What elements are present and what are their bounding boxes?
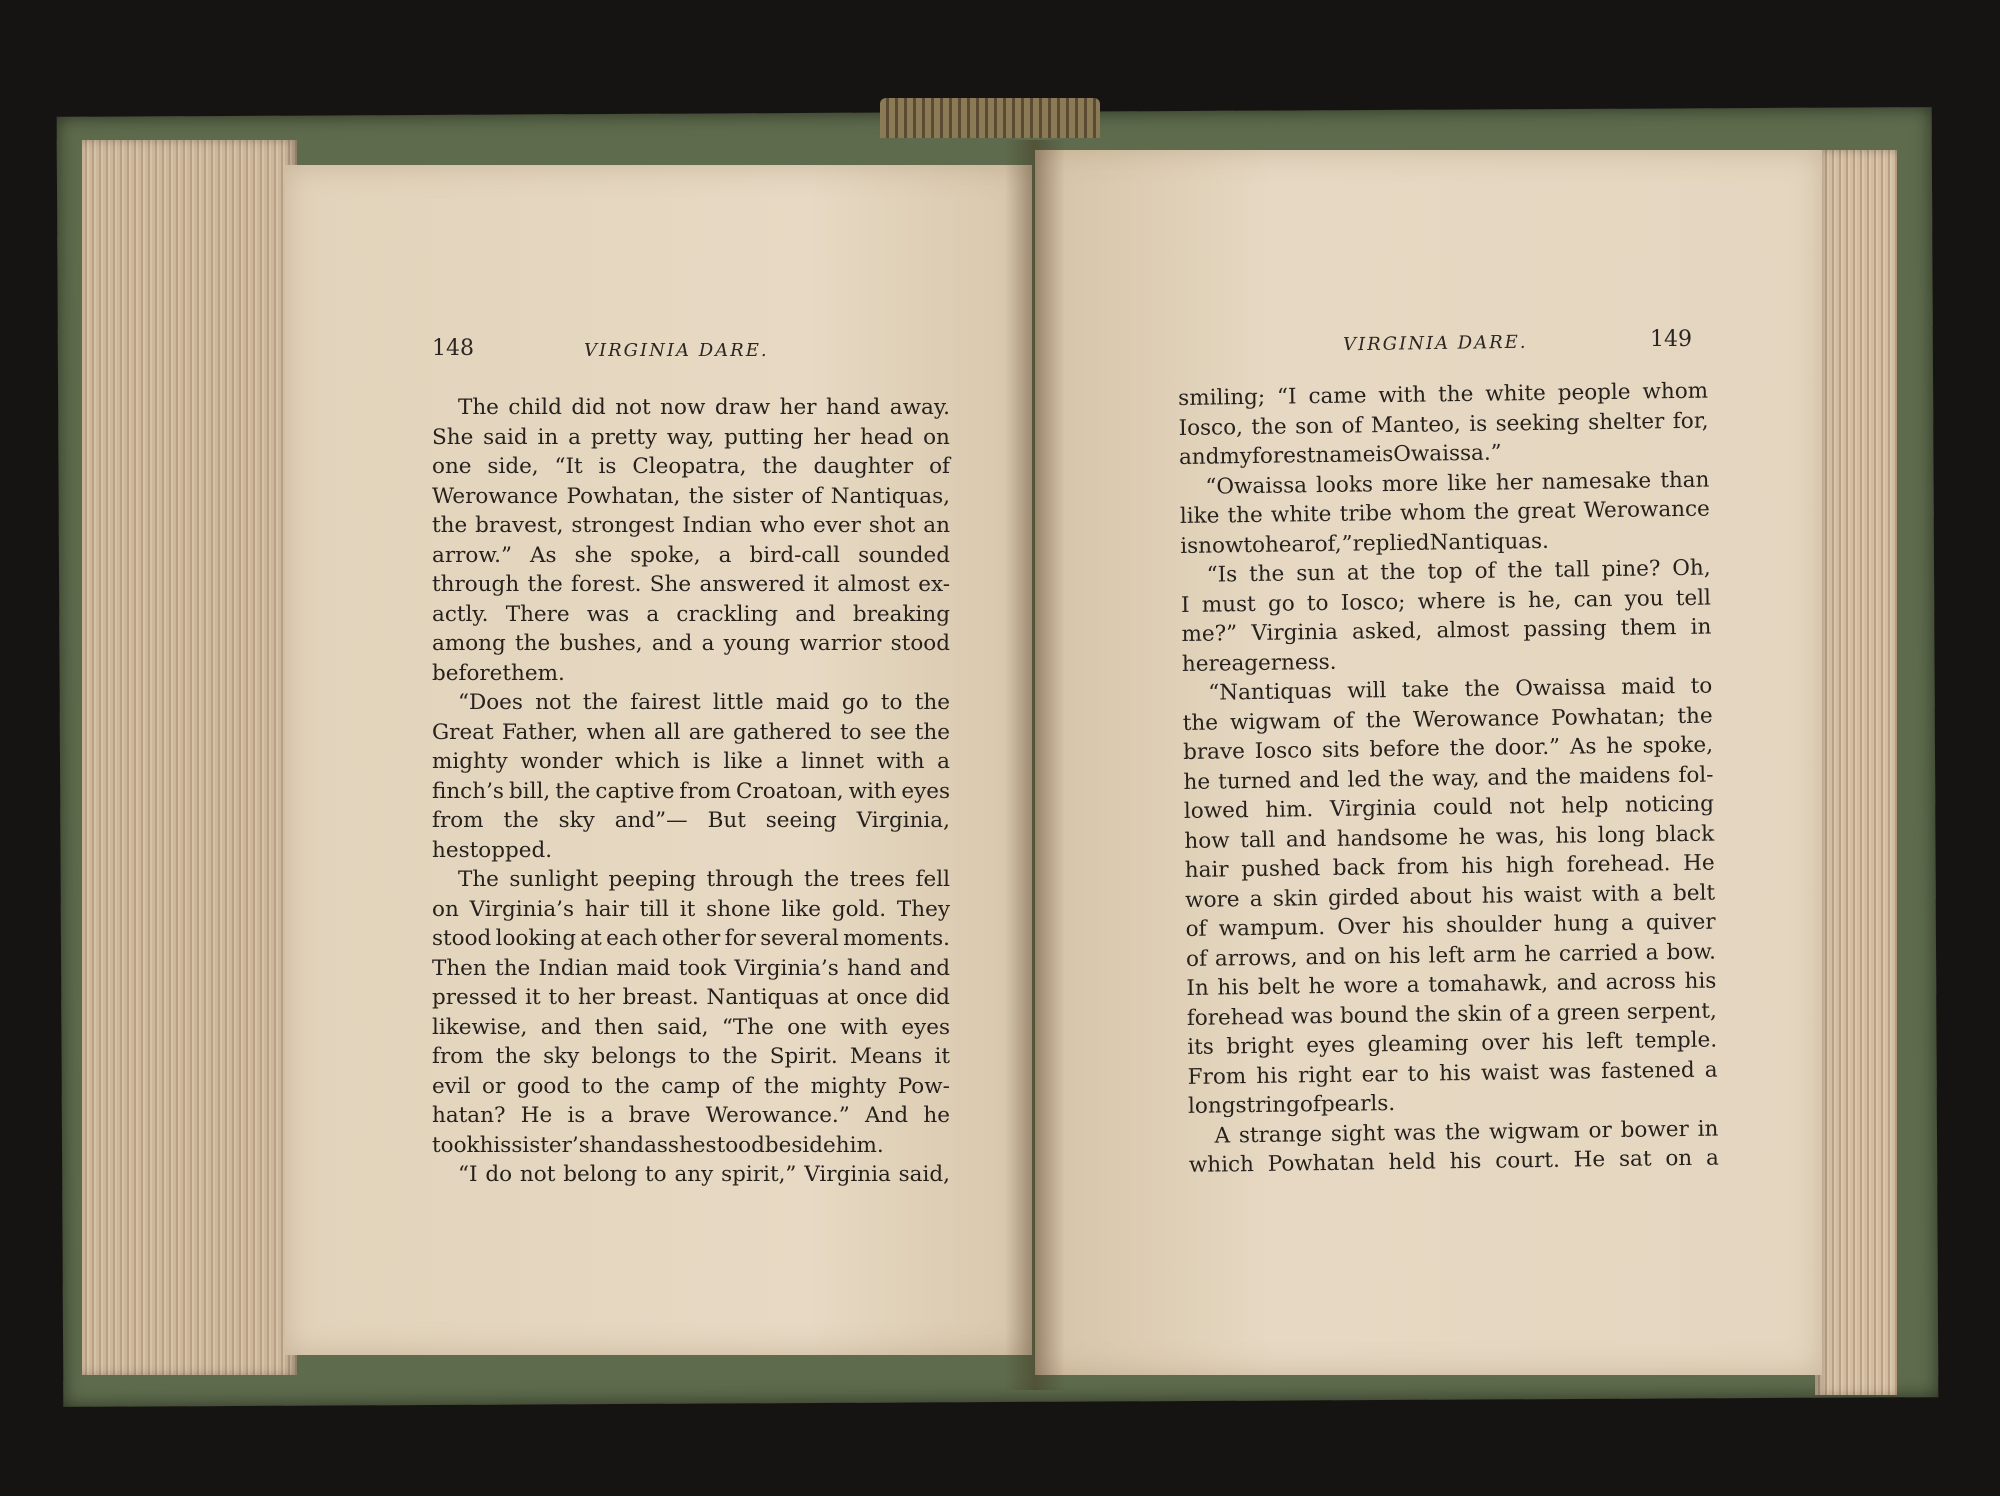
text-line: The child did not now draw her hand away.: [458, 395, 950, 420]
book-spine: [880, 98, 1100, 138]
text-line: from the sky and”— But seeing Virginia,: [432, 808, 950, 833]
text-line: hair pushed back from his high forehead. He: [1184, 850, 1715, 883]
text-line: before them.: [432, 660, 565, 686]
text-line: evil or good to the camp of the mighty Pow-: [432, 1073, 950, 1099]
text-line: actly. There was a crackling and breaking: [432, 601, 950, 627]
text-line: of wampum. Over his shoulder hung a quiver: [1185, 909, 1716, 942]
text-line: wore a skin girded about his waist with a belt: [1185, 880, 1716, 913]
text-line: on Virginia’s hair till it shone like gold. They: [432, 896, 950, 922]
text-line: the wigwam of the Werowance Powhatan; the: [1182, 703, 1713, 736]
text-line: of arrows, and on his left arm he carried a bow.: [1185, 939, 1717, 972]
left-page-text: [432, 393, 950, 1190]
text-line: he stopped.: [432, 837, 553, 863]
gutter: [1005, 140, 1065, 1390]
text-line: how tall and handsome he was, his long black: [1184, 821, 1715, 854]
text-line: likewise, and then said, “The one with eyes: [432, 1014, 950, 1040]
text-line: hatan? He is a brave Werowance.” And he: [432, 1103, 950, 1128]
text-line: Iosco, the son of Manteo, is seeking shelter for,: [1178, 408, 1709, 441]
right-page-number: 149: [1650, 327, 1692, 352]
text-line: from the sky belongs to the Spirit. Means it: [432, 1044, 950, 1069]
text-line: smiling; “I came with the white people whom: [1178, 378, 1709, 411]
text-line: is now to hear of,” replied Nantiquas.: [1180, 528, 1550, 559]
text-line: “Does not the fairest little maid go to the: [458, 690, 950, 715]
page-edges-right: [1815, 150, 1897, 1395]
left-running-head: VIRGINIA DARE.: [584, 340, 769, 361]
text-line: through the forest. She answered it almost ex-: [432, 572, 950, 597]
text-line: “Owaissa looks more like her namesake than: [1205, 467, 1710, 500]
text-line: A strange sight was the wigwam or bower in: [1214, 1116, 1719, 1149]
text-line: In his belt he wore a tomahawk, and across his: [1186, 968, 1717, 1001]
text-line: pressed it to her breast. Nantiquas at once did: [432, 985, 950, 1010]
text-line: Great Father, when all are gathered to see the: [432, 719, 950, 745]
text-line: From his right ear to his waist was fastened a: [1187, 1057, 1718, 1090]
text-line: I must go to Iosco; where is he, can you tell: [1180, 585, 1712, 618]
text-line: its bright eyes gleaming over his left temple.: [1187, 1027, 1718, 1060]
text-line: which Powhatan held his court. He sat on a: [1188, 1145, 1720, 1178]
text-line: brave Iosco sits before the door.” As he spoke,: [1182, 732, 1714, 765]
text-line: arrow.” As she spoke, a bird-call sounded: [432, 542, 950, 568]
text-line: lowed him. Virginia could not help noticing: [1183, 791, 1715, 824]
text-line: he turned and led the way, and the maidens fol-: [1183, 762, 1714, 795]
text-line: forehead was bound the skin of a green serpent,: [1186, 998, 1717, 1031]
right-page-text: [1178, 377, 1719, 1181]
text-line: me?” Virginia asked, almost passing them in: [1181, 614, 1712, 647]
text-line: and my forest name is Owaissa.”: [1178, 440, 1502, 470]
text-line: mighty wonder which is like a linnet with a: [432, 749, 950, 774]
text-line: long string of pearls.: [1187, 1091, 1396, 1119]
text-line: Werowance Powhatan, the sister of Nantiquas,: [432, 483, 950, 509]
text-line: “Is the sun at the top of the tall pine? Oh,: [1206, 555, 1711, 588]
text-line: the bravest, strongest Indian who ever shot an: [432, 513, 950, 538]
text-line: Then the Indian maid took Virginia’s hand and: [432, 955, 950, 981]
text-line: one side, “It is Cleopatra, the daughter of: [432, 454, 950, 479]
right-running-head: VIRGINIA DARE.: [1342, 331, 1528, 356]
left-page-number: 148: [432, 336, 474, 361]
text-line: stood looking at each other for several moments.: [432, 926, 950, 951]
text-line: finch’s bill, the captive from Croatoan, with eyes: [432, 778, 950, 804]
text-line: among the bushes, and a young warrior stood: [432, 631, 950, 656]
right-page-header: [1650, 327, 1692, 352]
text-line: like the white tribe whom the great Werowance: [1179, 496, 1710, 529]
text-line: The sunlight peeping through the trees fell: [458, 867, 950, 892]
left-page-header: [432, 336, 474, 361]
text-line: She said in a pretty way, putting her head on: [432, 424, 950, 450]
page-edges-left: [82, 140, 297, 1375]
text-line: “I do not belong to any spirit,” Virginia said,: [458, 1162, 950, 1187]
text-line: “Nantiquas will take the Owaissa maid to: [1208, 673, 1713, 706]
text-line: her eagerness.: [1181, 649, 1337, 677]
text-line: took his sister’s hand as she stood beside him.: [432, 1132, 884, 1158]
